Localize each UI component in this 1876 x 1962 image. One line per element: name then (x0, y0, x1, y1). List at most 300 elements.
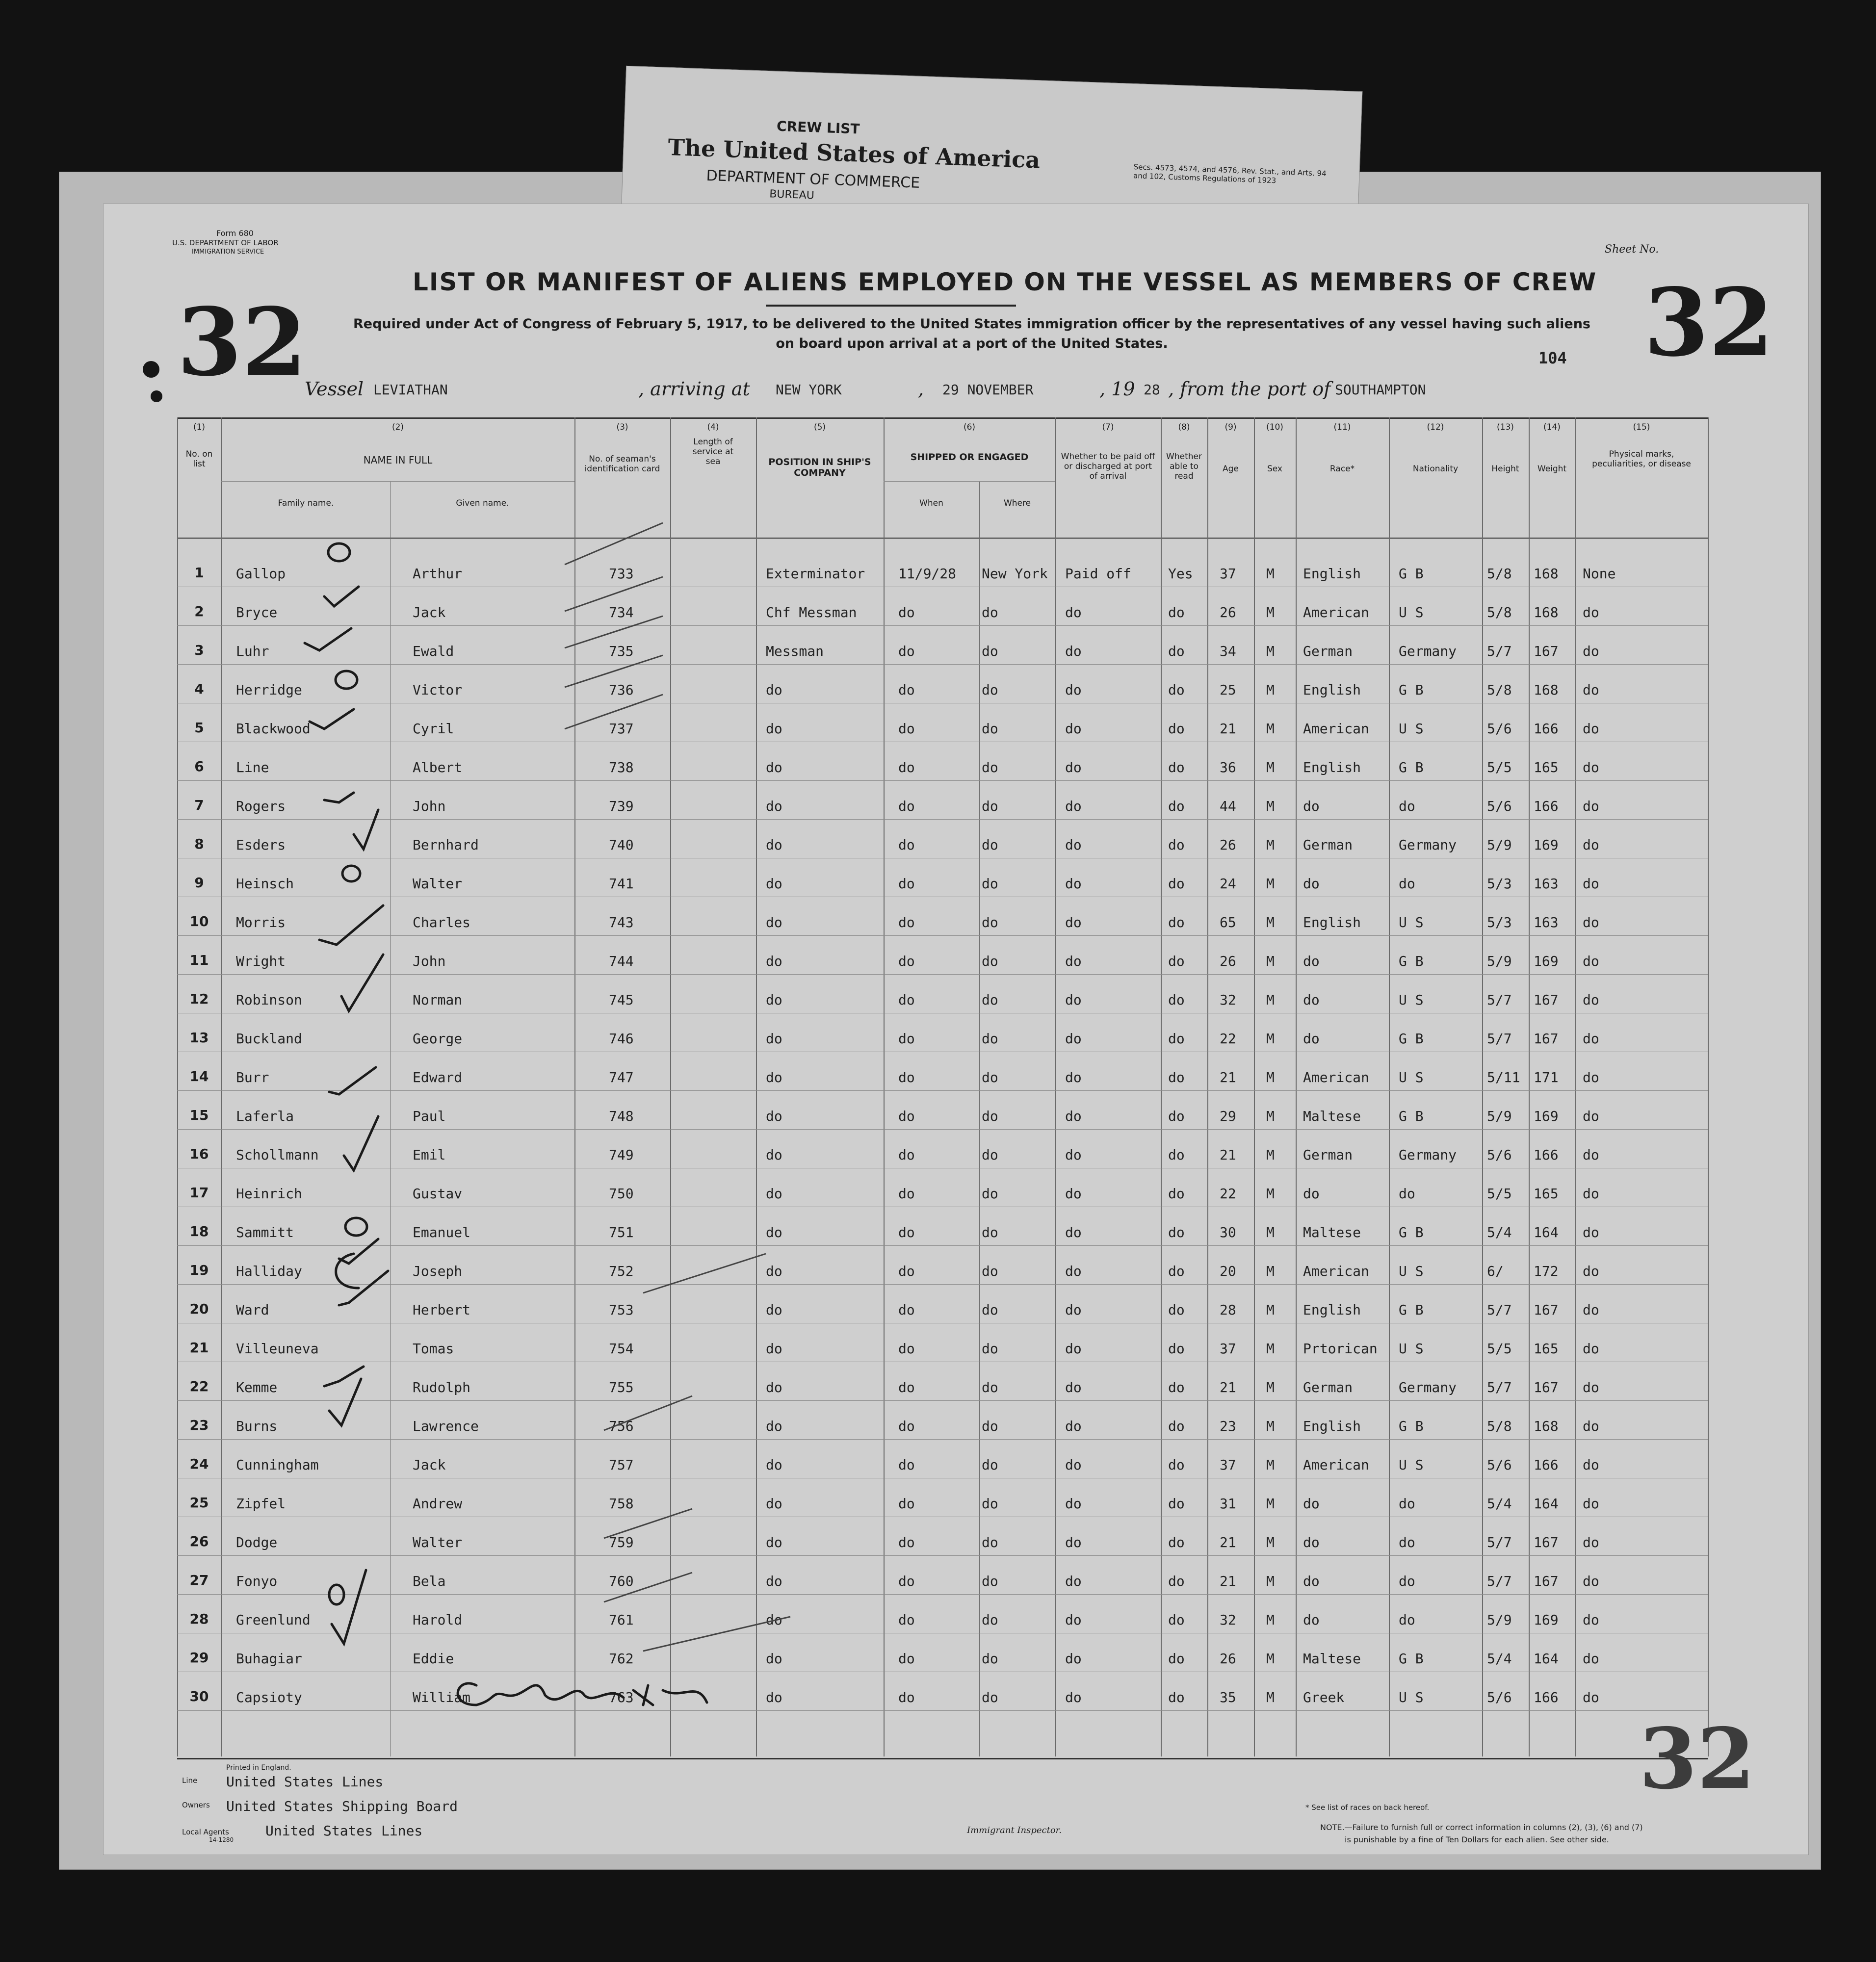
row-number-cell: 17 (189, 1185, 209, 1201)
position-cell: do (766, 1379, 782, 1395)
shipped-where-cell: do (982, 1379, 998, 1395)
shipped-when-cell: do (898, 721, 915, 737)
card-number-cell: 757 (609, 1457, 634, 1473)
height-cell: 5/9 (1487, 1108, 1512, 1124)
col-1-header: No. on list (185, 449, 213, 469)
physical-marks-cell: do (1583, 992, 1599, 1008)
able-to-read-cell: do (1168, 1457, 1185, 1473)
height-cell: 5/4 (1487, 1224, 1512, 1240)
weight-cell: 164 (1534, 1496, 1559, 1512)
age-cell: 37 (1220, 1457, 1236, 1473)
physical-marks-cell: do (1583, 1496, 1599, 1512)
weight-cell: 167 (1534, 992, 1559, 1008)
paid-off-cell: do (1065, 1147, 1082, 1163)
page-code: 104 (1538, 349, 1567, 367)
shipped-when-cell: do (898, 1302, 915, 1318)
check-mark (329, 1379, 361, 1425)
card-number-cell: 741 (609, 876, 634, 892)
circle-mark (328, 543, 350, 561)
height-cell: 5/5 (1487, 1186, 1512, 1202)
row-number-cell: 30 (189, 1688, 209, 1704)
card-tick (604, 1573, 692, 1602)
shipped-where-cell: do (982, 837, 998, 853)
sex-cell: M (1266, 604, 1275, 620)
nationality-cell: G B (1399, 566, 1424, 582)
form-title: LIST OR MANIFEST OF ALIENS EMPLOYED ON THE VESSEL AS MEMBERS OF CREW (413, 268, 1597, 296)
position-cell: do (766, 721, 782, 737)
family-name-cell: Burr (236, 1069, 269, 1085)
height-cell: 5/5 (1487, 1341, 1512, 1357)
height-cell: 5/8 (1487, 682, 1512, 698)
shipped-when-cell: do (898, 798, 915, 814)
card-tick (643, 1617, 790, 1651)
paid-off-cell: do (1065, 876, 1082, 892)
card-number-cell: 760 (609, 1573, 634, 1589)
sex-cell: M (1266, 1031, 1275, 1047)
shipped-when-cell: do (898, 1069, 915, 1085)
card-tick (565, 577, 663, 611)
paid-off-cell: do (1065, 914, 1082, 930)
card-tick (565, 523, 663, 565)
age-cell: 21 (1220, 1573, 1236, 1589)
nationality-cell: U S (1399, 1457, 1424, 1473)
paid-off-cell: do (1065, 1418, 1082, 1434)
paid-off-cell: do (1065, 1612, 1082, 1628)
height-cell: 5/6 (1487, 721, 1512, 737)
able-to-read-cell: do (1168, 1379, 1185, 1395)
arrival-year: 28 (1144, 382, 1160, 398)
race-cell: American (1303, 721, 1369, 737)
race-cell: Greek (1303, 1689, 1345, 1705)
col-2-number: (2) (391, 422, 404, 432)
col-6-header: SHIPPED OR ENGAGED (910, 452, 1029, 463)
line-label: Line (182, 1776, 198, 1785)
weight-cell: 169 (1534, 953, 1559, 969)
card-number-cell: 740 (609, 837, 634, 853)
able-to-read-cell: do (1168, 992, 1185, 1008)
able-to-read-cell: do (1168, 604, 1185, 620)
race-cell: do (1303, 1031, 1320, 1047)
check-mark (341, 955, 383, 1011)
shipped-when-cell: do (898, 1651, 915, 1667)
handwritten-marks (104, 204, 1808, 1855)
physical-marks-cell: do (1583, 1069, 1599, 1085)
physical-marks-cell: do (1583, 1534, 1599, 1550)
shipped-when-cell: do (898, 992, 915, 1008)
shipped-when-cell: do (898, 876, 915, 892)
able-to-read-cell: do (1168, 1612, 1185, 1628)
agents-value: United States Lines (265, 1823, 423, 1839)
card-number-cell: 734 (609, 604, 634, 620)
shipped-when-cell: do (898, 643, 915, 659)
able-to-read-cell: do (1168, 1341, 1185, 1357)
shipped-where-cell: do (982, 1418, 998, 1434)
age-cell: 26 (1220, 604, 1236, 620)
nationality-cell: G B (1399, 1302, 1424, 1318)
age-cell: 22 (1220, 1186, 1236, 1202)
position-cell: do (766, 1534, 782, 1550)
shipped-when-cell: do (898, 1418, 915, 1434)
card-number-cell: 739 (609, 798, 634, 814)
family-name-cell: Halliday (236, 1263, 302, 1279)
weight-cell: 168 (1534, 604, 1559, 620)
nationality-cell: Germany (1399, 837, 1457, 853)
nationality-cell: do (1399, 1573, 1415, 1589)
shipped-where-cell: do (982, 876, 998, 892)
physical-marks-cell: do (1583, 1573, 1599, 1589)
card-number-cell: 748 (609, 1108, 634, 1124)
able-to-read-cell: do (1168, 1418, 1185, 1434)
card-tick (643, 1254, 766, 1293)
col-4-number: (4) (707, 422, 719, 432)
age-cell: 34 (1220, 643, 1236, 659)
given-name-cell: Walter (413, 876, 463, 892)
physical-marks-cell: do (1583, 643, 1599, 659)
able-to-read-cell: do (1168, 1651, 1185, 1667)
given-name-cell: Rudolph (413, 1379, 471, 1395)
shipped-where-cell: do (982, 1263, 998, 1279)
height-cell: 5/8 (1487, 604, 1512, 620)
nationality-cell: do (1399, 876, 1415, 892)
card-number-cell: 756 (609, 1418, 634, 1434)
position-cell: do (766, 1418, 782, 1434)
race-cell: American (1303, 1069, 1369, 1085)
given-name-cell: Walter (413, 1534, 463, 1550)
paid-off-cell: do (1065, 759, 1082, 775)
given-name-cell: Charles (413, 914, 471, 930)
paid-off-cell: do (1065, 1263, 1082, 1279)
family-name-cell: Cunningham (236, 1457, 319, 1473)
able-to-read-cell: do (1168, 953, 1185, 969)
position-cell: do (766, 1573, 782, 1589)
crew-list-country: The United States of America (667, 133, 1041, 174)
col-7-number: (7) (1102, 422, 1114, 432)
physical-marks-cell: do (1583, 798, 1599, 814)
year-label: , 19 (1099, 378, 1135, 400)
row-number-cell: 1 (194, 565, 204, 581)
family-name-cell: Fonyo (236, 1573, 278, 1589)
row-number-cell: 2 (194, 603, 204, 620)
check-mark (329, 1067, 376, 1094)
position-cell: do (766, 837, 782, 853)
nationality-cell: do (1399, 1534, 1415, 1550)
family-name-cell: Capsioty (236, 1689, 302, 1705)
physical-marks-cell: do (1583, 1224, 1599, 1240)
family-name-cell: Wright (236, 953, 286, 969)
races-note: * See list of races on back hereof. (1305, 1803, 1430, 1812)
physical-marks-cell: do (1583, 1651, 1599, 1667)
age-cell: 21 (1220, 1069, 1236, 1085)
sex-cell: M (1266, 798, 1275, 814)
comma-sep: , (918, 378, 924, 400)
paid-off-cell: do (1065, 1341, 1082, 1357)
row-number-cell: 23 (189, 1417, 209, 1433)
paid-off-cell: do (1065, 798, 1082, 814)
family-name-cell: Luhr (236, 643, 269, 659)
paid-off-cell: do (1065, 1302, 1082, 1318)
card-tick (565, 695, 663, 729)
check-mark (339, 1271, 388, 1305)
card-number-cell: 755 (609, 1379, 634, 1395)
family-name-cell: Greenlund (236, 1612, 311, 1628)
row-number-cell: 11 (189, 952, 209, 968)
col-13-header: Height (1491, 464, 1519, 474)
owners-label: Owners (182, 1801, 210, 1809)
card-number-cell: 745 (609, 992, 634, 1008)
shipped-when-cell: do (898, 837, 915, 853)
sex-cell: M (1266, 1689, 1275, 1705)
able-to-read-cell: do (1168, 1031, 1185, 1047)
row-number-cell: 25 (189, 1495, 209, 1511)
row-number-cell: 13 (189, 1030, 209, 1046)
given-name-cell: Harold (413, 1612, 463, 1628)
shipped-when-cell: do (898, 759, 915, 775)
row-number-cell: 18 (189, 1223, 209, 1239)
family-name-cell: Esders (236, 837, 286, 853)
from-port: SOUTHAMPTON (1335, 382, 1426, 398)
sex-cell: M (1266, 759, 1275, 775)
position-cell: do (766, 1496, 782, 1512)
physical-marks-cell: do (1583, 837, 1599, 853)
family-name-cell: Buhagiar (236, 1651, 302, 1667)
height-cell: 5/6 (1487, 798, 1512, 814)
weight-cell: 164 (1534, 1224, 1559, 1240)
height-cell: 5/7 (1487, 992, 1512, 1008)
given-name-cell: Ewald (413, 643, 454, 659)
able-to-read-cell: do (1168, 1573, 1185, 1589)
card-number-cell: 735 (609, 643, 634, 659)
race-cell: English (1303, 1418, 1361, 1434)
card-number-cell: 746 (609, 1031, 634, 1047)
sex-cell: M (1266, 953, 1275, 969)
service-name: IMMIGRATION SERVICE (192, 248, 264, 256)
shipped-when-cell: do (898, 1186, 915, 1202)
race-cell: German (1303, 837, 1353, 853)
age-cell: 21 (1220, 721, 1236, 737)
physical-marks-cell: do (1583, 1147, 1599, 1163)
height-cell: 5/3 (1487, 876, 1512, 892)
row-number-cell: 24 (189, 1456, 209, 1472)
card-number-cell: 754 (609, 1341, 634, 1357)
col-14-number: (14) (1543, 422, 1561, 432)
family-name-cell: Villeuneva (236, 1341, 319, 1357)
check-mark (354, 810, 378, 849)
physical-marks-cell: do (1583, 1108, 1599, 1124)
paid-off-cell: do (1065, 1069, 1082, 1085)
age-cell: 65 (1220, 914, 1236, 930)
position-cell: do (766, 1457, 782, 1473)
card-number-cell: 747 (609, 1069, 634, 1085)
position-cell: do (766, 682, 782, 698)
given-name-cell: Gustav (413, 1186, 463, 1202)
paid-off-cell: do (1065, 1534, 1082, 1550)
given-name-cell: John (413, 798, 446, 814)
height-cell: 5/5 (1487, 759, 1512, 775)
height-cell: 5/4 (1487, 1651, 1512, 1667)
paid-off-cell: do (1065, 1689, 1082, 1705)
position-cell: do (766, 1341, 782, 1357)
check-mark (324, 1367, 364, 1386)
col-13-number: (13) (1497, 422, 1514, 432)
position-cell: do (766, 1069, 782, 1085)
weight-cell: 163 (1534, 914, 1559, 930)
sex-cell: M (1266, 1341, 1275, 1357)
paid-off-cell: do (1065, 1379, 1082, 1395)
physical-marks-cell: do (1583, 1341, 1599, 1357)
weight-cell: 168 (1534, 682, 1559, 698)
position-cell: do (766, 1612, 782, 1628)
able-to-read-cell: do (1168, 1186, 1185, 1202)
check-mark (339, 1239, 378, 1264)
card-number-cell: 752 (609, 1263, 634, 1279)
physical-marks-cell: do (1583, 1302, 1599, 1318)
row-number-cell: 4 (194, 681, 204, 697)
age-cell: 20 (1220, 1263, 1236, 1279)
check-mark (324, 793, 354, 802)
sex-cell: M (1266, 876, 1275, 892)
age-cell: 36 (1220, 759, 1236, 775)
card-number-cell: 753 (609, 1302, 634, 1318)
given-name-cell: Arthur (413, 566, 463, 582)
age-cell: 35 (1220, 1689, 1236, 1705)
col-12-number: (12) (1427, 422, 1444, 432)
card-number-cell: 751 (609, 1224, 634, 1240)
weight-cell: 166 (1534, 721, 1559, 737)
family-name-cell: Sammitt (236, 1224, 294, 1240)
weight-cell: 168 (1534, 1418, 1559, 1434)
row-number-cell: 7 (194, 797, 204, 813)
race-cell: do (1303, 992, 1320, 1008)
able-to-read-cell: do (1168, 721, 1185, 737)
check-mark (305, 628, 351, 650)
card-tick (604, 1396, 692, 1430)
position-cell: do (766, 1263, 782, 1279)
given-name-cell: Eddie (413, 1651, 454, 1667)
weight-cell: 169 (1534, 1108, 1559, 1124)
col-2b-header: Given name. (456, 498, 509, 508)
shipped-where-cell: do (982, 1612, 998, 1628)
weight-cell: 172 (1534, 1263, 1559, 1279)
family-name-cell: Buckland (236, 1031, 302, 1047)
signature-scribble (458, 1683, 624, 1705)
shipped-when-cell: do (898, 1573, 915, 1589)
col-4-header: Length of service at sea (692, 437, 734, 466)
card-number-cell: 737 (609, 721, 634, 737)
card-number-cell: 736 (609, 682, 634, 698)
nationality-cell: G B (1399, 1108, 1424, 1124)
card-number-cell: 749 (609, 1147, 634, 1163)
sex-cell: M (1266, 1612, 1275, 1628)
race-cell: do (1303, 876, 1320, 892)
sex-cell: M (1266, 643, 1275, 659)
age-cell: 44 (1220, 798, 1236, 814)
vessel-label: Vessel (305, 378, 364, 400)
inspector-label: Immigrant Inspector. (967, 1825, 1062, 1835)
nationality-cell: U S (1399, 914, 1424, 930)
height-cell: 5/7 (1487, 1031, 1512, 1047)
shipped-when-cell: do (898, 1457, 915, 1473)
physical-marks-cell: do (1583, 1263, 1599, 1279)
age-cell: 26 (1220, 1651, 1236, 1667)
weight-cell: 163 (1534, 876, 1559, 892)
col-5-number: (5) (813, 422, 826, 432)
physical-marks-cell: do (1583, 914, 1599, 930)
family-name-cell: Laferla (236, 1108, 294, 1124)
nationality-cell: G B (1399, 759, 1424, 775)
row-number-cell: 28 (189, 1611, 209, 1627)
family-name-cell: Heinrich (236, 1186, 302, 1202)
age-cell: 21 (1220, 1147, 1236, 1163)
weight-cell: 169 (1534, 1612, 1559, 1628)
weight-cell: 167 (1534, 643, 1559, 659)
col-10-number: (10) (1266, 422, 1283, 432)
col-2a-header: Family name. (278, 498, 334, 508)
shipped-when-cell: do (898, 914, 915, 930)
weight-cell: 165 (1534, 759, 1559, 775)
sex-cell: M (1266, 1069, 1275, 1085)
sex-cell: M (1266, 1651, 1275, 1667)
row-number-cell: 21 (189, 1340, 209, 1356)
physical-marks-cell: do (1583, 1031, 1599, 1047)
physical-marks-cell: do (1583, 1612, 1599, 1628)
row-number-cell: 19 (189, 1262, 209, 1278)
col-3-number: (3) (616, 422, 628, 432)
shipped-where-cell: do (982, 1534, 998, 1550)
race-cell: do (1303, 1496, 1320, 1512)
card-number-cell: 743 (609, 914, 634, 930)
height-cell: 5/9 (1487, 837, 1512, 853)
shipped-where-cell: do (982, 759, 998, 775)
circle-mark (329, 1585, 344, 1604)
col-8-header: Whether able to read (1166, 452, 1202, 481)
col-11-header: Race* (1329, 464, 1355, 474)
given-name-cell: Bernhard (413, 837, 479, 853)
weight-cell: 164 (1534, 1651, 1559, 1667)
paid-off-cell: do (1065, 953, 1082, 969)
nationality-cell: do (1399, 1612, 1415, 1628)
paid-off-cell: do (1065, 1224, 1082, 1240)
nationality-cell: U S (1399, 1263, 1424, 1279)
shipped-where-cell: do (982, 1108, 998, 1124)
sheet-number-right: 32 (1644, 268, 1774, 377)
sex-cell: M (1266, 1418, 1275, 1434)
arrival-date: 29 NOVEMBER (942, 382, 1034, 398)
height-cell: 5/7 (1487, 643, 1512, 659)
card-number-cell: 761 (609, 1612, 634, 1628)
family-name-cell: Line (236, 759, 269, 775)
nationality-cell: G B (1399, 1224, 1424, 1240)
family-name-cell: Burns (236, 1418, 278, 1434)
race-cell: do (1303, 1573, 1320, 1589)
paid-off-cell: do (1065, 1186, 1082, 1202)
able-to-read-cell: do (1168, 876, 1185, 892)
check-mark (324, 587, 359, 606)
crew-list-label: CREW LIST (776, 118, 860, 137)
age-cell: 30 (1220, 1224, 1236, 1240)
able-to-read-cell: do (1168, 1689, 1185, 1705)
row-number-cell: 9 (194, 875, 204, 891)
nationality-cell: Germany (1399, 643, 1457, 659)
weight-cell: 165 (1534, 1186, 1559, 1202)
age-cell: 24 (1220, 876, 1236, 892)
given-name-cell: Bela (413, 1573, 446, 1589)
race-cell: Maltese (1303, 1108, 1361, 1124)
age-cell: 21 (1220, 1534, 1236, 1550)
age-cell: 28 (1220, 1302, 1236, 1318)
physical-marks-cell: do (1583, 721, 1599, 737)
nationality-cell: G B (1399, 953, 1424, 969)
given-name-cell: Emanuel (413, 1224, 471, 1240)
